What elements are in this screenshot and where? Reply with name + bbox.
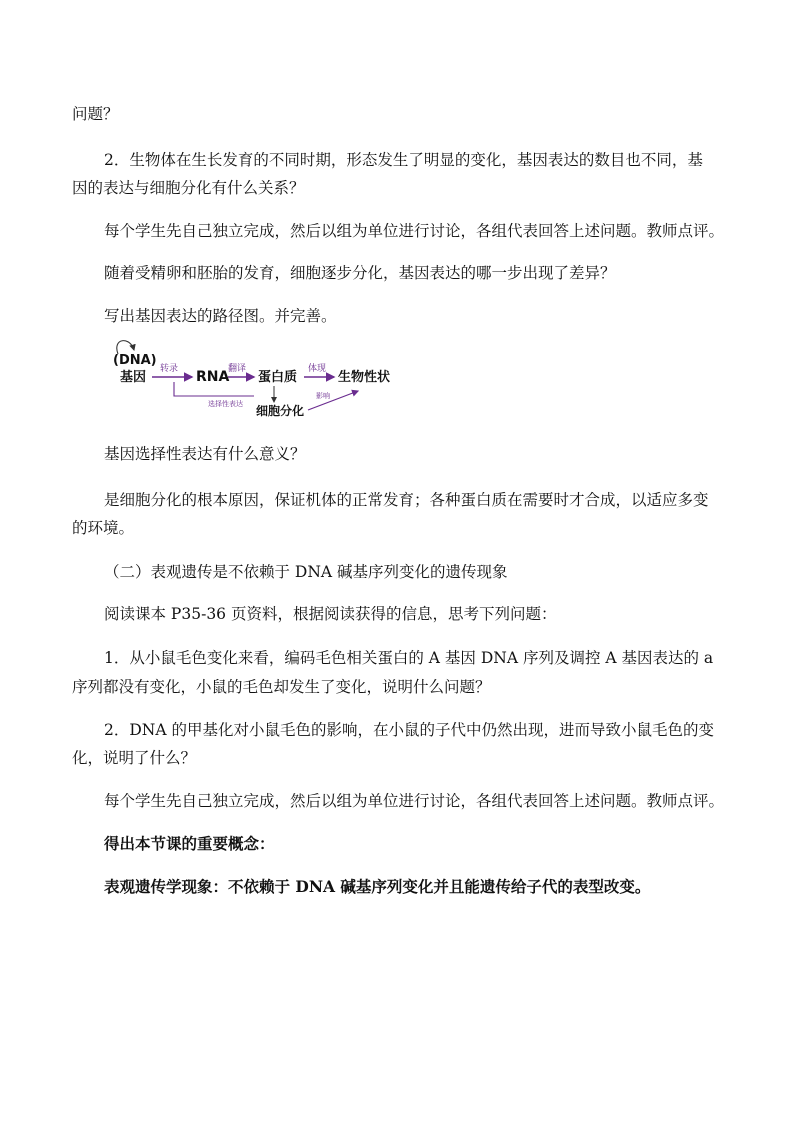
- influence-label: 影响: [316, 392, 330, 400]
- paragraph-continuation: 问题？: [72, 105, 119, 123]
- question-2-line-1: 2．生物体在生长发育的不同时期，形态发生了明显的变化，基因表达的数目也不同，基: [104, 151, 703, 169]
- instruction-1: 每个学生先自己独立完成，然后以组为单位进行讨论，各组代表回答上述问题。教师点评。: [104, 222, 725, 240]
- manifest-label: 体现: [308, 364, 327, 374]
- rna-label: RNA: [196, 369, 230, 385]
- dna-label: (DNA): [113, 353, 157, 368]
- differentiation-label: 细胞分化: [256, 404, 305, 418]
- question-2-line-2: 因的表达与细胞分化有什么关系？: [72, 179, 305, 197]
- answer-4-line-1: 是细胞分化的根本原因，保证机体的正常发育；各种蛋白质在需要时才合成，以适应多变: [104, 491, 709, 509]
- gene-expression-diagram: [108, 336, 408, 426]
- instruction-2: 每个学生先自己独立完成，然后以组为单位进行讨论，各组代表回答上述问题。教师点评。: [104, 792, 725, 810]
- reading-question-1-line-2: 序列都没有变化，小鼠的毛色却发生了变化，说明什么问题？: [72, 678, 491, 696]
- reading-question-2-line-2: 化，说明了什么？: [72, 749, 197, 767]
- concept-title: 得出本节课的重要概念：: [104, 834, 275, 853]
- trait-label: 生物性状: [338, 370, 391, 385]
- section-2-heading: （二）表观遗传是不依赖于 DNA 碱基序列变化的遗传现象: [104, 563, 508, 581]
- transcription-label: 转录: [160, 364, 179, 374]
- reading-question-1-line-1: 1．从小鼠毛色变化来看，编码毛色相关蛋白的 A 基因 DNA 序列及调控 A 基因表达的 a: [104, 649, 714, 667]
- selective-expression-label: 选择性表达: [208, 400, 243, 408]
- question-3: 随着受精卵和胚胎的发育，细胞逐步分化，基因表达的哪一步出现了差异？: [104, 264, 616, 282]
- protein-label: 蛋白质: [258, 370, 298, 385]
- answer-4-line-2: 的环境。: [72, 519, 135, 537]
- reading-question-2-line-1: 2．DNA 的甲基化对小鼠毛色的影响，在小鼠的子代中仍然出现，进而导致小鼠毛色的变: [104, 721, 714, 739]
- translation-label: 翻译: [228, 364, 247, 374]
- replication-loop-arrow: [117, 341, 134, 354]
- gene-label: 基因: [120, 370, 147, 385]
- task-text: 写出基因表达的路径图。并完善。: [104, 307, 337, 325]
- question-4: 基因选择性表达有什么意义？: [104, 445, 306, 463]
- reading-instruction: 阅读课本 P35-36 页资料，根据阅读获得的信息，思考下列问题：: [104, 605, 557, 623]
- concept-definition: 表观遗传学现象：不依赖于 DNA 碱基序列变化并且能遗传给子代的表型改变。: [104, 877, 651, 896]
